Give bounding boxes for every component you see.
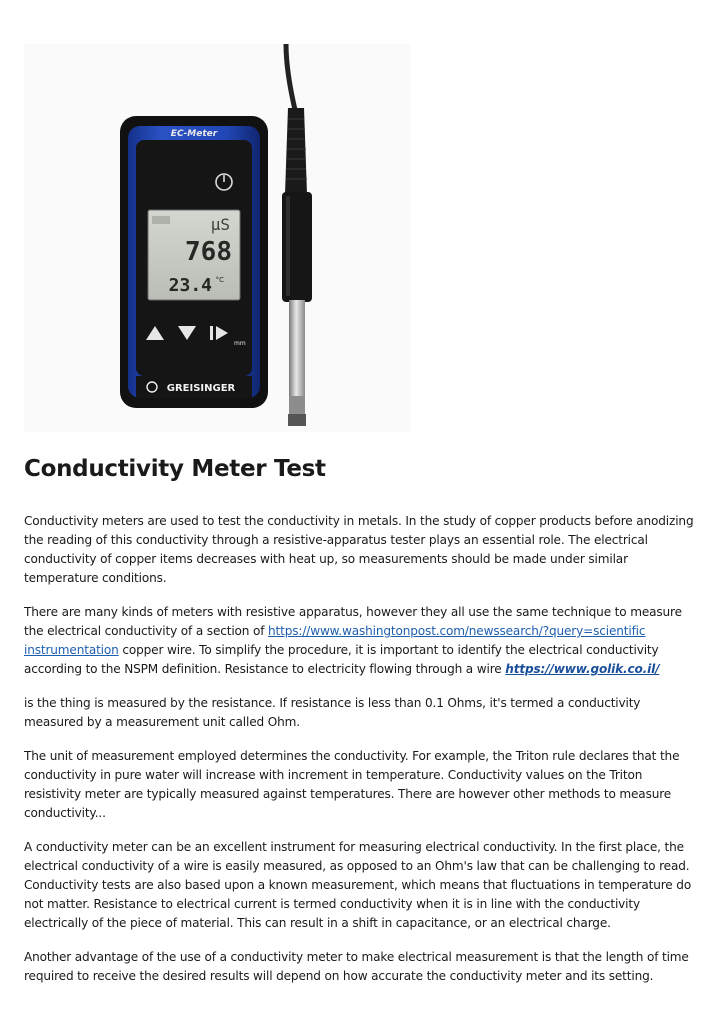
lcd-unit: µS <box>210 215 230 234</box>
page-title: Conductivity Meter Test <box>24 456 326 482</box>
golik-link[interactable]: https://www.golik.co.il/ <box>505 662 660 676</box>
paragraph-text: copper wire. To simplify the procedure, it is important to identify the electrical conductivity according to the NSPM definition. Resistance to electricity flowing through a wire <box>24 643 659 676</box>
paragraph: Another advantage of the use of a conductivity meter to make electrical measurement is that the length of time required to receive the desired results will depend on how accurate the conductivity meter and its setting. <box>24 950 689 983</box>
paragraph: is the thing is measured by the resistance. If resistance is less than 0.1 Ohms, it's termed a conductivity measured by a measurement unit called Ohm. <box>24 696 641 729</box>
paragraph: A conductivity meter can be an excellent instrument for measuring electrical conductivity. In the first place, the electrical conductivity of a wire is easily measured, as opposed to an Ohm's law that can be challenging to read. Conductivity tests are also based upon a known measurement, which means that fluctuations in temperature do not matter. Resistance to electrical current is termed conductivity when it is in line with the conductivity electrically of the piece of material. This can result in a shift in capacitance, or an electrical charge. <box>24 840 692 930</box>
conductivity-meter-illustration <box>24 44 410 432</box>
product-image <box>24 44 410 432</box>
enter-button-label: mm <box>234 340 246 347</box>
lcd-reading: 768 <box>185 237 232 267</box>
lcd-temperature: 23.4 <box>168 275 212 296</box>
paragraph: The unit of measurement employed determines the conductivity. For example, the Triton rule declares that the conductivity in pure water will increase with increment in temperature. Conductivity values on the Triton resistivity meter are typically measured against temperatures. There are however other methods to measure conductivity... <box>24 749 680 820</box>
brand-name: GREISINGER <box>166 383 236 394</box>
paragraph <box>24 603 698 679</box>
lcd-temp-unit: °C <box>215 276 224 284</box>
device-label: EC-Meter <box>170 129 218 139</box>
article-body <box>24 512 698 1001</box>
paragraph-text: There are many kinds of meters with resistive apparatus, however they all use the same technique to measure the electrical conductivity of a section of <box>24 605 682 638</box>
paragraph: Conductivity meters are used to test the conductivity in metals. In the study of copper products before anodizing the reading of this conductivity through a resistive-apparatus tester plays an essential role. The electrical conductivity of copper items decreases with heat up, so measurements should be made under similar temperature conditions. <box>24 514 694 585</box>
probe-strain-relief <box>285 108 307 194</box>
washingtonpost-link[interactable]: https://www.washingtonpost.com/newssearch/?query=scientific instrumentation <box>24 624 646 657</box>
